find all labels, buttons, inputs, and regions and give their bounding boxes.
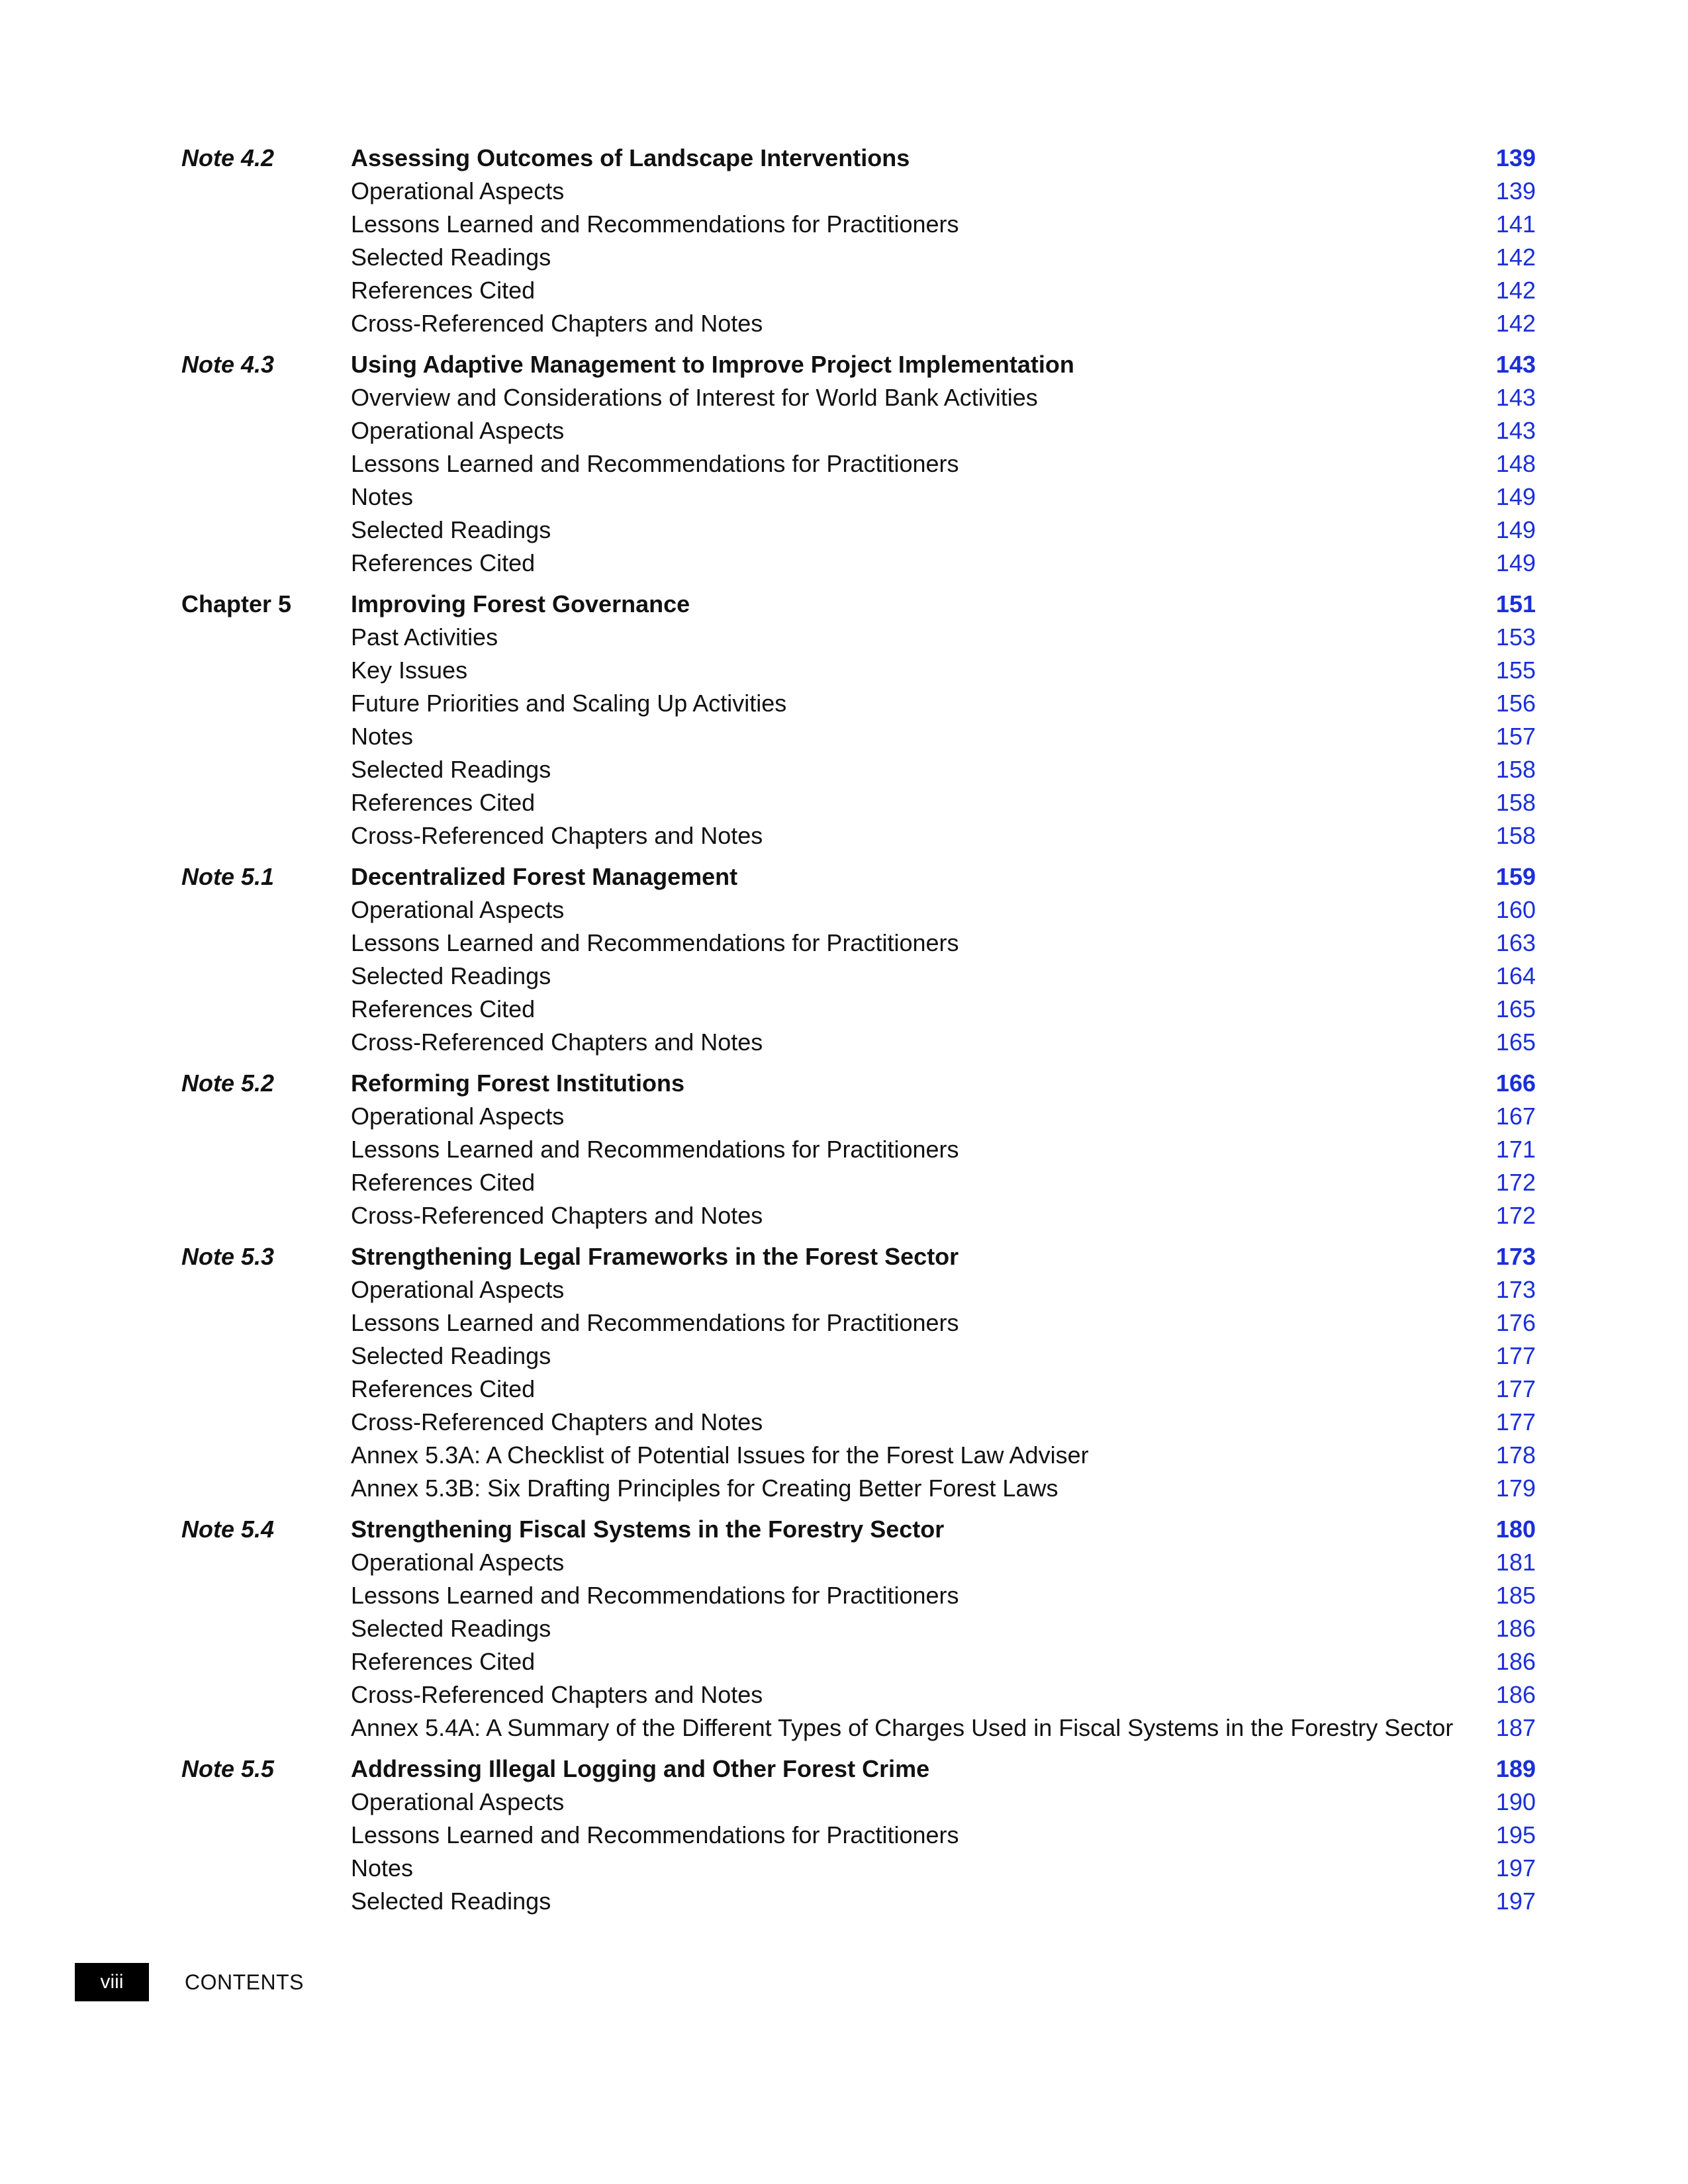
- section-label: Note 5.3: [181, 1243, 275, 1270]
- toc-section-heading[interactable]: [181, 588, 1536, 621]
- toc-section: [181, 1752, 1536, 1918]
- entry-title: Selected Readings: [351, 516, 551, 543]
- toc-entry[interactable]: [181, 1579, 1536, 1612]
- toc-entry[interactable]: [181, 1306, 1536, 1340]
- toc-entry[interactable]: [181, 786, 1536, 819]
- toc-entry[interactable]: [181, 621, 1536, 654]
- section-title: Addressing Illegal Logging and Other Forest Crime: [351, 1755, 930, 1782]
- entry-title: Notes: [351, 723, 414, 750]
- entry-title: References Cited: [351, 277, 536, 304]
- section-page-number[interactable]: 180: [1495, 1516, 1536, 1543]
- toc-section: [181, 1513, 1536, 1745]
- toc-section-heading[interactable]: [181, 1752, 1536, 1786]
- toc-entry[interactable]: [181, 720, 1536, 753]
- toc-entry[interactable]: [181, 1678, 1536, 1711]
- toc-entry[interactable]: [181, 819, 1536, 852]
- section-label: Note 5.5: [181, 1755, 275, 1782]
- entry-page-number[interactable]: 157: [1495, 723, 1536, 750]
- section-title: Assessing Outcomes of Landscape Interventions: [351, 144, 910, 171]
- toc-entry[interactable]: [181, 1711, 1536, 1745]
- section-title: Using Adaptive Management to Improve Project Implementation: [351, 351, 1074, 378]
- entry-title: Notes: [351, 483, 414, 510]
- entry-title: Notes: [351, 1854, 414, 1882]
- entry-page-number[interactable]: 148: [1495, 450, 1536, 477]
- entry-title: Annex 5.3A: A Checklist of Potential Issues for the Forest Law Adviser: [351, 1441, 1089, 1469]
- entry-title: Lessons Learned and Recommendations for Practitioners: [351, 929, 959, 956]
- toc-entry[interactable]: [181, 381, 1536, 414]
- entry-page-number[interactable]: 149: [1495, 483, 1536, 510]
- entry-page-number[interactable]: 165: [1495, 1028, 1536, 1056]
- toc-entry[interactable]: [181, 414, 1536, 447]
- toc-entry[interactable]: [181, 241, 1536, 274]
- entry-title: Selected Readings: [351, 756, 551, 783]
- entry-title: Cross-Referenced Chapters and Notes: [351, 310, 763, 337]
- entry-title: Past Activities: [351, 623, 498, 651]
- section-page-number[interactable]: 166: [1495, 1069, 1536, 1097]
- entry-page-number[interactable]: 178: [1495, 1441, 1536, 1469]
- entry-page-number[interactable]: 153: [1495, 623, 1536, 651]
- entry-page-number[interactable]: 176: [1495, 1309, 1536, 1336]
- entry-page-number[interactable]: 197: [1495, 1854, 1536, 1882]
- entry-page-number[interactable]: 173: [1495, 1276, 1536, 1303]
- toc-entry[interactable]: [181, 307, 1536, 340]
- toc-entry[interactable]: [181, 1273, 1536, 1306]
- entry-page-number[interactable]: 142: [1495, 310, 1536, 337]
- entry-page-number[interactable]: 156: [1495, 690, 1536, 717]
- toc-entry[interactable]: [181, 654, 1536, 687]
- toc-entry[interactable]: [181, 1819, 1536, 1852]
- toc-section: [181, 588, 1536, 852]
- section-page-number[interactable]: 189: [1495, 1755, 1536, 1782]
- toc-section: [181, 860, 1536, 1059]
- entry-title: Operational Aspects: [351, 417, 565, 444]
- toc-entry[interactable]: [181, 1340, 1536, 1373]
- entry-page-number[interactable]: 186: [1495, 1681, 1536, 1708]
- entry-page-number[interactable]: 195: [1495, 1821, 1536, 1848]
- section-label: Note 4.3: [181, 351, 275, 378]
- toc-entry[interactable]: [181, 1439, 1536, 1472]
- entry-title: Future Priorities and Scaling Up Activities: [351, 690, 787, 717]
- entry-page-number[interactable]: 172: [1495, 1169, 1536, 1196]
- toc-section-heading[interactable]: [181, 860, 1536, 893]
- toc-entry[interactable]: [181, 1100, 1536, 1133]
- toc-section-heading[interactable]: [181, 1067, 1536, 1100]
- section-label: Note 5.2: [181, 1069, 275, 1097]
- entry-page-number[interactable]: 160: [1495, 896, 1536, 923]
- entry-page-number[interactable]: 142: [1495, 277, 1536, 304]
- entry-title: References Cited: [351, 1648, 536, 1675]
- entry-page-number[interactable]: 186: [1495, 1615, 1536, 1642]
- entry-title: Lessons Learned and Recommendations for Practitioners: [351, 1821, 959, 1848]
- entry-page-number[interactable]: 158: [1495, 789, 1536, 816]
- entry-title: Operational Aspects: [351, 1788, 565, 1815]
- section-label: Note 5.1: [181, 863, 275, 890]
- entry-title: Lessons Learned and Recommendations for Practitioners: [351, 1582, 959, 1609]
- toc-entry[interactable]: [181, 480, 1536, 514]
- entry-title: Selected Readings: [351, 962, 551, 989]
- toc-entry[interactable]: [181, 1133, 1536, 1166]
- entry-page-number[interactable]: 149: [1495, 516, 1536, 543]
- toc-entry[interactable]: [181, 1026, 1536, 1059]
- entry-title: Lessons Learned and Recommendations for Practitioners: [351, 1136, 959, 1163]
- entry-title: References Cited: [351, 995, 536, 1023]
- entry-page-number[interactable]: 142: [1495, 244, 1536, 271]
- entry-title: Selected Readings: [351, 1615, 551, 1642]
- entry-title: References Cited: [351, 549, 536, 576]
- toc-section-heading[interactable]: [181, 142, 1536, 175]
- entry-title: Operational Aspects: [351, 1549, 565, 1576]
- toc-entry[interactable]: [181, 547, 1536, 580]
- toc-entry[interactable]: [181, 1406, 1536, 1439]
- section-label: Note 4.2: [181, 144, 275, 171]
- entry-page-number[interactable]: 158: [1495, 756, 1536, 783]
- section-page-number[interactable]: 143: [1495, 351, 1536, 378]
- toc-entry[interactable]: [181, 1786, 1536, 1819]
- entry-title: References Cited: [351, 1375, 536, 1402]
- entry-title: Operational Aspects: [351, 1103, 565, 1130]
- toc-entry[interactable]: [181, 993, 1536, 1026]
- section-page-number[interactable]: 151: [1495, 590, 1536, 617]
- toc-entry[interactable]: [181, 208, 1536, 241]
- toc-entry[interactable]: [181, 1546, 1536, 1579]
- entry-title: Lessons Learned and Recommendations for Practitioners: [351, 210, 959, 238]
- entry-page-number[interactable]: 197: [1495, 1888, 1536, 1915]
- entry-page-number[interactable]: 155: [1495, 657, 1536, 684]
- toc-entry[interactable]: [181, 753, 1536, 786]
- entry-title: Operational Aspects: [351, 1276, 565, 1303]
- toc-section-heading[interactable]: [181, 1513, 1536, 1546]
- entry-page-number[interactable]: 177: [1495, 1375, 1536, 1402]
- entry-page-number[interactable]: 139: [1495, 177, 1536, 205]
- entry-page-number[interactable]: 171: [1495, 1136, 1536, 1163]
- toc-entry[interactable]: [181, 1852, 1536, 1885]
- toc-section: [181, 348, 1536, 580]
- entry-title: Annex 5.3B: Six Drafting Principles for Creating Better Forest Laws: [351, 1475, 1058, 1502]
- entry-page-number[interactable]: 185: [1495, 1582, 1536, 1609]
- entry-title: Overview and Considerations of Interest for World Bank Activities: [351, 384, 1038, 411]
- section-label: Note 5.4: [181, 1516, 275, 1543]
- entry-title: References Cited: [351, 789, 536, 816]
- running-head: CONTENTS: [185, 1970, 304, 1994]
- entry-title: Cross-Referenced Chapters and Notes: [351, 822, 763, 849]
- entry-page-number[interactable]: 181: [1495, 1549, 1536, 1576]
- toc-entry[interactable]: [181, 687, 1536, 720]
- entry-title: Selected Readings: [351, 1342, 551, 1369]
- entry-page-number[interactable]: 143: [1495, 417, 1536, 444]
- toc-section: [181, 142, 1536, 340]
- section-title: Improving Forest Governance: [351, 590, 690, 617]
- entry-page-number[interactable]: 177: [1495, 1408, 1536, 1435]
- entry-title: Key Issues: [351, 657, 468, 684]
- entry-title: Operational Aspects: [351, 896, 565, 923]
- toc-section-heading[interactable]: [181, 1240, 1536, 1273]
- toc-entry[interactable]: [181, 1645, 1536, 1678]
- section-title: Decentralized Forest Management: [351, 863, 738, 890]
- toc-entry[interactable]: [181, 175, 1536, 208]
- entry-title: Cross-Referenced Chapters and Notes: [351, 1408, 763, 1435]
- entry-page-number[interactable]: 179: [1495, 1475, 1536, 1502]
- toc-entry[interactable]: [181, 927, 1536, 960]
- toc-section-heading[interactable]: [181, 348, 1536, 381]
- entry-title: Lessons Learned and Recommendations for Practitioners: [351, 450, 959, 477]
- entry-page-number[interactable]: 149: [1495, 549, 1536, 576]
- entry-page-number[interactable]: 141: [1495, 210, 1536, 238]
- entry-page-number[interactable]: 143: [1495, 384, 1536, 411]
- table-of-contents: [181, 142, 1536, 1926]
- entry-page-number[interactable]: 187: [1495, 1714, 1536, 1741]
- entry-title: Cross-Referenced Chapters and Notes: [351, 1202, 763, 1229]
- toc-entry[interactable]: [181, 1166, 1536, 1199]
- section-page-number[interactable]: 159: [1495, 863, 1536, 890]
- section-title: Strengthening Legal Frameworks in the Forest Sector: [351, 1243, 959, 1270]
- section-page-number[interactable]: 173: [1495, 1243, 1536, 1270]
- entry-title: Selected Readings: [351, 244, 551, 271]
- toc-section: [181, 1067, 1536, 1232]
- entry-title: Annex 5.4A: A Summary of the Different Types of Charges Used in Fiscal Systems in the Forestry Sector: [351, 1714, 1454, 1741]
- toc-entry[interactable]: [181, 960, 1536, 993]
- entry-title: References Cited: [351, 1169, 536, 1196]
- entry-title: Selected Readings: [351, 1888, 551, 1915]
- entry-page-number[interactable]: 165: [1495, 995, 1536, 1023]
- section-label: Chapter 5: [181, 590, 292, 617]
- toc-entry[interactable]: [181, 1373, 1536, 1406]
- entry-title: Cross-Referenced Chapters and Notes: [351, 1681, 763, 1708]
- entry-page-number[interactable]: 186: [1495, 1648, 1536, 1675]
- toc-entry[interactable]: [181, 1612, 1536, 1645]
- toc-section: [181, 1240, 1536, 1505]
- toc-entry[interactable]: [181, 274, 1536, 307]
- section-page-number[interactable]: 139: [1495, 144, 1536, 171]
- toc-entry[interactable]: [181, 1885, 1536, 1918]
- toc-entry[interactable]: [181, 1472, 1536, 1505]
- entry-page-number[interactable]: 164: [1495, 962, 1536, 989]
- section-title: Strengthening Fiscal Systems in the Forestry Sector: [351, 1516, 945, 1543]
- entry-page-number[interactable]: 177: [1495, 1342, 1536, 1369]
- toc-entry[interactable]: [181, 1199, 1536, 1232]
- entry-page-number[interactable]: 167: [1495, 1103, 1536, 1130]
- entry-title: Lessons Learned and Recommendations for Practitioners: [351, 1309, 959, 1336]
- entry-page-number[interactable]: 158: [1495, 822, 1536, 849]
- page-number: viii: [75, 1963, 149, 2001]
- entry-title: Cross-Referenced Chapters and Notes: [351, 1028, 763, 1056]
- entry-title: Operational Aspects: [351, 177, 565, 205]
- entry-page-number[interactable]: 190: [1495, 1788, 1536, 1815]
- toc-entry[interactable]: [181, 447, 1536, 480]
- entry-page-number[interactable]: 163: [1495, 929, 1536, 956]
- toc-entry[interactable]: [181, 893, 1536, 927]
- entry-page-number[interactable]: 172: [1495, 1202, 1536, 1229]
- toc-entry[interactable]: [181, 514, 1536, 547]
- section-title: Reforming Forest Institutions: [351, 1069, 684, 1097]
